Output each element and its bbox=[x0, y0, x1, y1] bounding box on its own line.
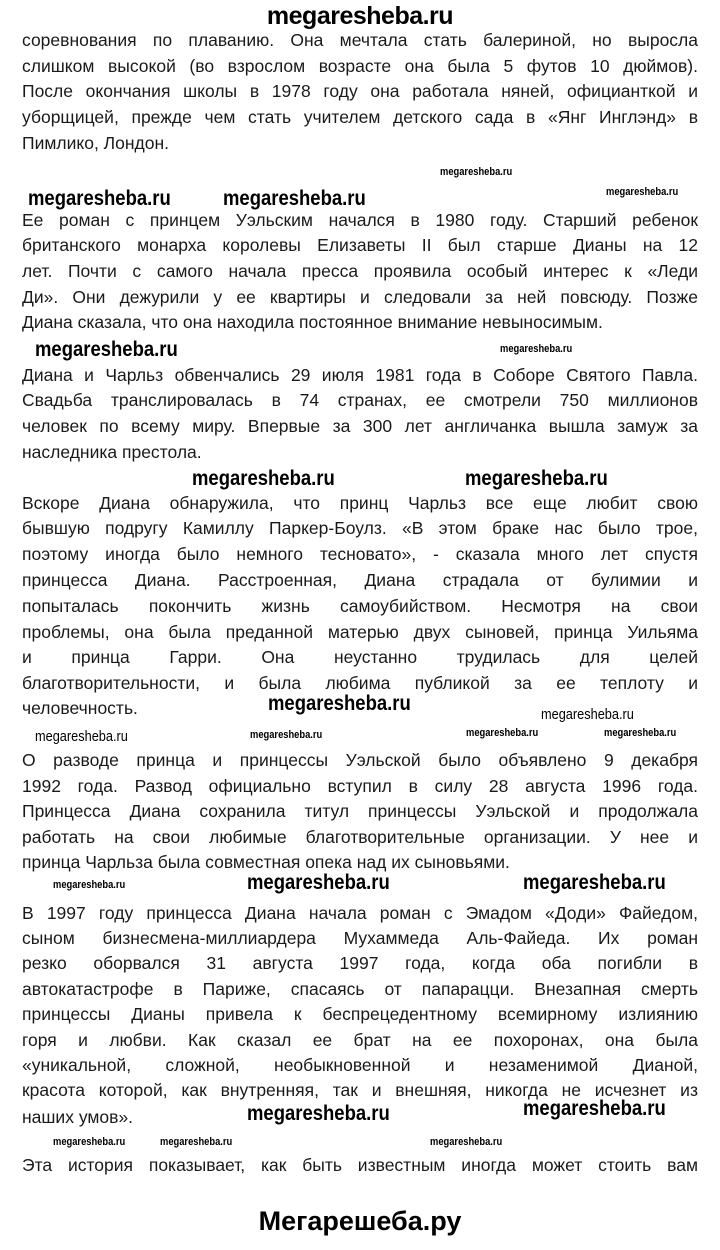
footer-title: Мегарешеба.ру bbox=[258, 1206, 462, 1236]
text-line: Принцесса Диана сохранила титул принцессы Уэльской и продолжала bbox=[22, 801, 698, 821]
text-line: принцесса Диана. Расстроенная, Диана страдала от булимии и bbox=[22, 570, 698, 590]
watermark-text: megaresheba.ru bbox=[268, 691, 411, 715]
text-line: резко оборвался 31 августа 1997 года, когда оба погибли в bbox=[22, 953, 698, 973]
text-line: лет. Почти с самого начала пресса проявила особый интерес к «Леди bbox=[22, 261, 698, 281]
text-line: «уникальной, сложной, необыкновенной и незаменимой Дианой, bbox=[22, 1055, 698, 1075]
watermark-text: megaresheba.ru bbox=[606, 185, 679, 198]
text-line: В 1997 году принцесса Диана начала роман с Эмадом «Доди» Файедом, bbox=[22, 903, 698, 923]
watermark-text: megaresheba.ru bbox=[35, 337, 178, 361]
text-line: Ее роман с принцем Уэльским начался в 1980 году. Старший ребенок bbox=[22, 210, 698, 230]
watermark-text: megaresheba.ru bbox=[604, 726, 677, 739]
watermark-text: megaresheba.ru bbox=[523, 870, 666, 894]
watermark-text: megaresheba.ru bbox=[35, 727, 128, 745]
watermark-text: megaresheba.ru bbox=[465, 466, 608, 490]
text-line: принца Чарльза была совместная опека над их сыновьями. bbox=[22, 852, 510, 872]
watermark-text: megaresheba.ru bbox=[440, 165, 513, 178]
text-line: Пимлико, Лондон. bbox=[22, 133, 170, 153]
text-line: Свадьба транслировалась в 74 странах, ее смотрели 750 миллионов bbox=[22, 390, 698, 410]
text-line: попыталась покончить жизнь самоубийством. Несмотря на свои bbox=[22, 596, 698, 616]
text-line: наших умов». bbox=[22, 1107, 134, 1127]
text-line: человечность. bbox=[22, 698, 138, 718]
text-line: уборщицей, прежде чем стать учителем детского сада в «Янг Инглэнд» в bbox=[22, 107, 698, 127]
text-line: горя и любви. Как сказал ее брат на ее похоронах, она была bbox=[22, 1030, 698, 1050]
text-line: соревнования по плаванию. Она мечтала стать балериной, но выросла bbox=[22, 30, 698, 50]
text-line: бывшую подругу Камиллу Паркер-Боулз. «В этом браке нас было трое, bbox=[22, 518, 698, 538]
text-line: Диана сказала, что она находила постоянное внимание невыносимым. bbox=[22, 312, 603, 332]
text-line: и принца Гарри. Она неустанно трудилась для целей bbox=[22, 647, 698, 667]
text-line: красота которой, как внутренняя, так и внешняя, никогда не исчезнет из bbox=[22, 1080, 698, 1100]
site-title: megaresheba.ru bbox=[266, 2, 454, 30]
text-line: автокатастрофе в Париже, спасаясь от папарацци. Внезапная смерть bbox=[22, 979, 698, 999]
watermark-text: megaresheba.ru bbox=[223, 186, 366, 210]
text-line: 1992 года. Развод официально вступил в силу 28 августа 1996 года. bbox=[22, 776, 698, 796]
watermark-text: megaresheba.ru bbox=[192, 466, 335, 490]
text-line: наследника престола. bbox=[22, 442, 202, 462]
text-line: человек по всему миру. Впервые за 300 лет англичанка вышла замуж за bbox=[22, 416, 698, 436]
text-line: После окончания школы в 1978 году она работала няней, официанткой и bbox=[22, 81, 698, 101]
text-line: слишком высокой (во взрослом возрасте она была 5 футов 10 дюймов). bbox=[22, 56, 698, 76]
watermark-text: megaresheba.ru bbox=[430, 1135, 503, 1148]
watermark-text: megaresheba.ru bbox=[247, 870, 390, 894]
text-line: сыном бизнесмена-миллиардера Мухаммеда Аль-Файеда. Их роман bbox=[22, 928, 698, 948]
text-line: Эта история показывает, как быть известным иногда может стоить вам bbox=[22, 1155, 698, 1175]
watermark-text: megaresheba.ru bbox=[523, 1096, 666, 1120]
watermark-text: megaresheba.ru bbox=[500, 342, 573, 355]
text-line: Вскоре Диана обнаружила, что принц Чарльз все еще любит свою bbox=[22, 493, 698, 513]
watermark-text: megaresheba.ru bbox=[53, 1135, 126, 1148]
text-line: принцессы Дианы привела к беспрецедентному всемирному излиянию bbox=[22, 1004, 698, 1024]
text-line: благотворительности, и была любима публикой за ее теплоту и bbox=[22, 673, 698, 693]
watermark-text: megaresheba.ru bbox=[28, 186, 171, 210]
text-line: проблемы, она была преданной матерью двух сыновей, принца Уильяма bbox=[22, 622, 698, 642]
text-line: Диана и Чарльз обвенчались 29 июля 1981 года в Соборе Святого Павла. bbox=[22, 365, 698, 385]
watermark-text: megaresheba.ru bbox=[466, 726, 539, 739]
watermark-text: megaresheba.ru bbox=[541, 705, 634, 723]
text-line: работать на свои любимые благотворительные организации. У нее и bbox=[22, 827, 698, 847]
text-line: британского монарха королевы Елизаветы II был старше Дианы на 12 bbox=[22, 235, 698, 255]
watermark-text: megaresheba.ru bbox=[53, 878, 126, 891]
watermark-text: megaresheba.ru bbox=[250, 728, 323, 741]
watermark-text: megaresheba.ru bbox=[247, 1101, 390, 1125]
text-line: Ди». Они дежурили у ее квартиры и следовали за ней повсюду. Позже bbox=[22, 287, 698, 307]
watermark-text: megaresheba.ru bbox=[160, 1135, 233, 1148]
text-line: О разводе принца и принцессы Уэльской было объявлено 9 декабря bbox=[22, 750, 698, 770]
text-line: поэтому иногда было немного тесновато», - сказала много лет спустя bbox=[22, 544, 698, 564]
